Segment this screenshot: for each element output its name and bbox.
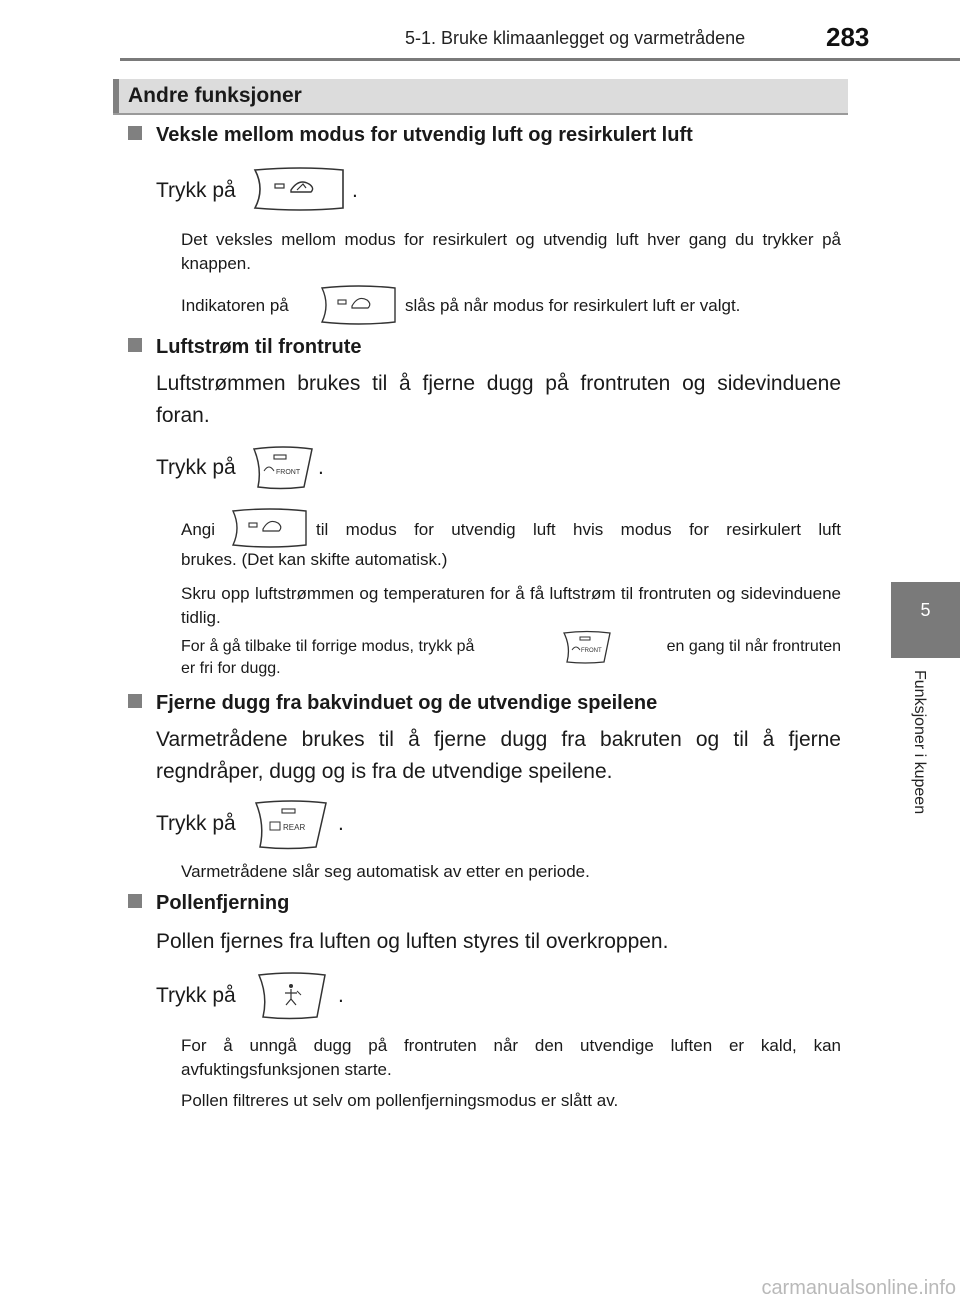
heading-rear-defog <box>128 692 657 715</box>
press-suffix: . <box>318 456 324 479</box>
section-rule <box>113 113 848 115</box>
heading-recirculation <box>128 124 693 147</box>
chapter-title: 5-1. Bruke klimaanlegget og varmetrådene <box>405 28 746 48</box>
note-return-suffix: en gang til når frontruten <box>666 638 841 655</box>
press-suffix: . <box>352 179 358 202</box>
note-return-prefix: For å gå tilbake til forrige modus, trykk på <box>181 638 475 655</box>
press-prefix: Trykk på <box>156 812 236 835</box>
note-text: Det veksles mellom modus for resirkulert og utvendig luft hver gang du trykker på knappen. <box>181 230 841 273</box>
press-suffix: . <box>338 812 344 835</box>
press-prefix: Trykk på <box>156 984 236 1007</box>
bullet-square-icon <box>128 338 142 352</box>
rear-label: REAR <box>283 823 306 832</box>
note-set-suffix: til modus for utvendig luft hvis modus for resirkulert luft <box>316 520 841 539</box>
bullet-square-icon <box>128 894 142 908</box>
front-defrost-button-icon <box>250 443 316 491</box>
note-text: Pollen filtreres ut selv om pollenfjerningsmodus er slått av. <box>181 1091 619 1110</box>
note-set-continued: brukes. (Det kan skifte automatisk.) <box>181 550 448 569</box>
bullet-square-icon <box>128 694 142 708</box>
heading-pollen <box>128 892 289 915</box>
note-set-prefix: Angi <box>181 520 216 539</box>
page-number: 283 <box>826 22 870 52</box>
note-indicator-suffix: slås på når modus for resirkulert luft er valgt. <box>405 296 741 315</box>
heading-text: Pollenfjerning <box>156 892 290 914</box>
recirculation-button-icon <box>319 283 399 327</box>
heading-windshield-airflow <box>128 336 362 359</box>
front-label: FRONT <box>581 648 602 654</box>
chapter-tab-label: Funksjoner i kupeen <box>911 670 928 815</box>
heading-text: Fjerne dugg fra bakvinduet og de utvendige speilene <box>156 692 658 714</box>
note-text: Skru opp luftstrømmen og temperaturen for å få luftstrøm til frontruten og sidevinduene tidlig. <box>181 584 841 627</box>
body-text: Pollen fjernes fra luften og luften styres til overkroppen. <box>156 930 669 953</box>
press-instruction <box>156 984 236 1008</box>
press-instruction <box>156 179 236 203</box>
note-text: Varmetrådene slår seg automatisk av etter en periode. <box>181 862 590 881</box>
body-text: Luftstrømmen brukes til å fjerne dugg på frontruten og sidevinduene foran. <box>156 372 841 427</box>
chapter-tab-number: 5 <box>920 600 931 620</box>
recirculation-button-icon <box>230 506 310 550</box>
bullet-square-icon <box>128 126 142 140</box>
press-prefix: Trykk på <box>156 179 236 202</box>
note-return-continued: er fri for dugg. <box>181 660 281 677</box>
heading-text: Veksle mellom modus for utvendig luft og resirkulert luft <box>156 124 693 146</box>
section-title: Andre funksjoner <box>128 84 302 107</box>
body-text: Varmetrådene brukes til å fjerne dugg fra bakruten og til å fjerne regndråper, dugg og is fra de utvendige speilene. <box>156 728 841 783</box>
recirculation-button-icon <box>251 164 349 214</box>
rear-defrost-button-icon <box>252 797 330 851</box>
note-text: For å unngå dugg på frontruten når den utvendige luften er kald, kan avfuktingsfunksjonen starte. <box>181 1036 841 1079</box>
heading-text: Luftstrøm til frontrute <box>156 336 362 358</box>
pollen-button-icon <box>255 969 329 1021</box>
press-suffix: . <box>338 984 344 1007</box>
header-rule <box>120 58 960 61</box>
press-prefix: Trykk på <box>156 456 236 479</box>
front-label: FRONT <box>276 469 301 476</box>
press-instruction <box>156 812 236 836</box>
note-indicator-prefix: Indikatoren på <box>181 296 289 315</box>
watermark: carmanualsonline.info <box>761 1277 956 1299</box>
press-instruction <box>156 456 236 480</box>
